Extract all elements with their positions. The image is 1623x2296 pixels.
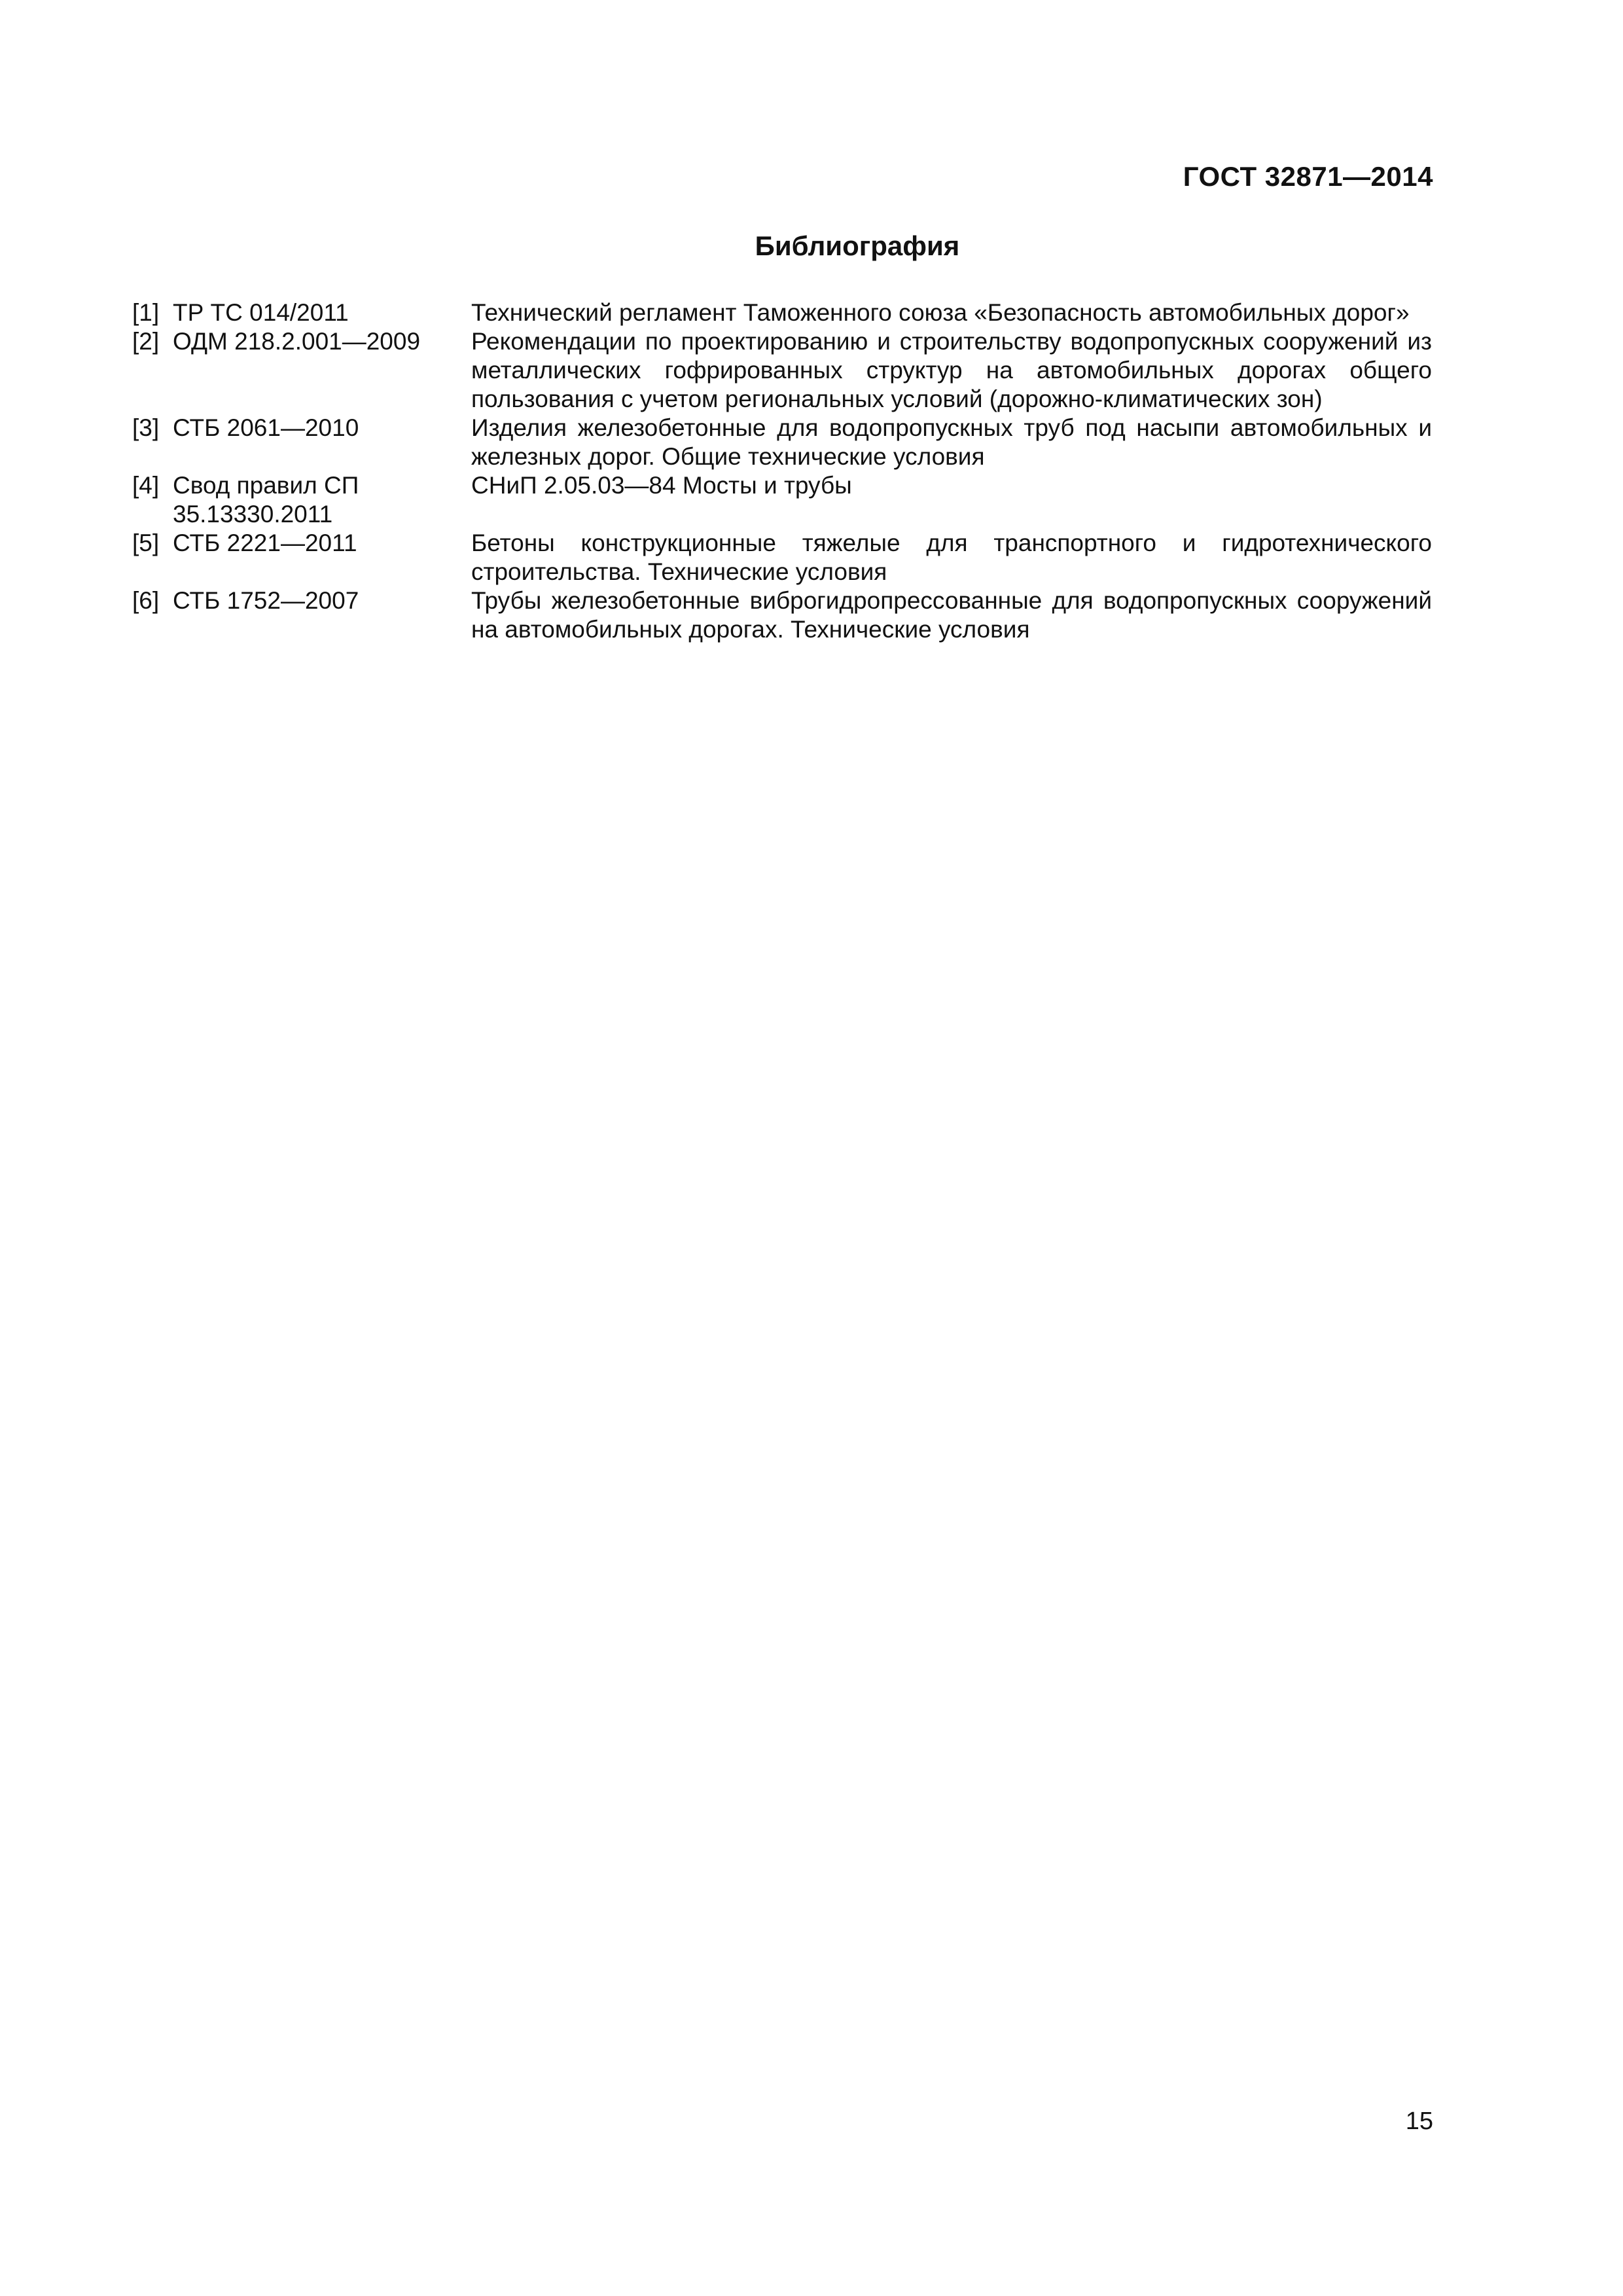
bibliography-entry bbox=[132, 414, 1432, 471]
entry-number: [3] bbox=[132, 414, 160, 441]
entry-title: Бетоны конструкционные тяжелые для транспортного и гидротехнического строительства. Технические условия bbox=[471, 529, 1432, 585]
bibliography-list bbox=[132, 298, 1432, 644]
bibliography-entry bbox=[132, 471, 1432, 529]
section-title: Библиография bbox=[755, 230, 960, 261]
bibliography-entry bbox=[132, 529, 1432, 586]
entry-reference: ТР ТС 014/2011 bbox=[173, 299, 349, 326]
entry-number: [2] bbox=[132, 328, 160, 355]
entry-title: СНиП 2.05.03—84 Мосты и трубы bbox=[471, 472, 852, 499]
entry-title: Изделия железобетонные для водопропускных труб под насыпи автомобильных и железных дорог. Общие технические условия bbox=[471, 414, 1432, 470]
entry-number: [4] bbox=[132, 472, 160, 499]
entry-number: [6] bbox=[132, 587, 160, 614]
entry-reference: СТБ 1752—2007 bbox=[173, 587, 359, 614]
entry-reference: ОДМ 218.2.001—2009 bbox=[173, 328, 421, 355]
entry-reference: СТБ 2221—2011 bbox=[173, 529, 357, 556]
bibliography-entry bbox=[132, 298, 1432, 327]
entry-reference: СТБ 2061—2010 bbox=[173, 414, 359, 441]
entry-reference: Свод правил СП 35.13330.2011 bbox=[173, 472, 359, 528]
page-number: 15 bbox=[1405, 2108, 1433, 2135]
entry-title: Трубы железобетонные виброгидропрессованные для водопропускных сооружений на автомобильных дорогах. Технические условия bbox=[471, 587, 1432, 643]
entry-number: [5] bbox=[132, 529, 160, 556]
entry-number: [1] bbox=[132, 299, 160, 326]
bibliography-entry bbox=[132, 327, 1432, 414]
entry-title: Технический регламент Таможенного союза «Безопасность автомобильных дорог» bbox=[471, 299, 1410, 326]
bibliography-entry bbox=[132, 586, 1432, 644]
document-code: ГОСТ 32871—2014 bbox=[1183, 161, 1433, 192]
entry-title: Рекомендации по проектированию и строительству водопропускных сооружений из металлических гофрированных структур на автомобильных дорогах общего пользования с учетом региональных условий (дорожно-климатических зон) bbox=[471, 328, 1432, 412]
